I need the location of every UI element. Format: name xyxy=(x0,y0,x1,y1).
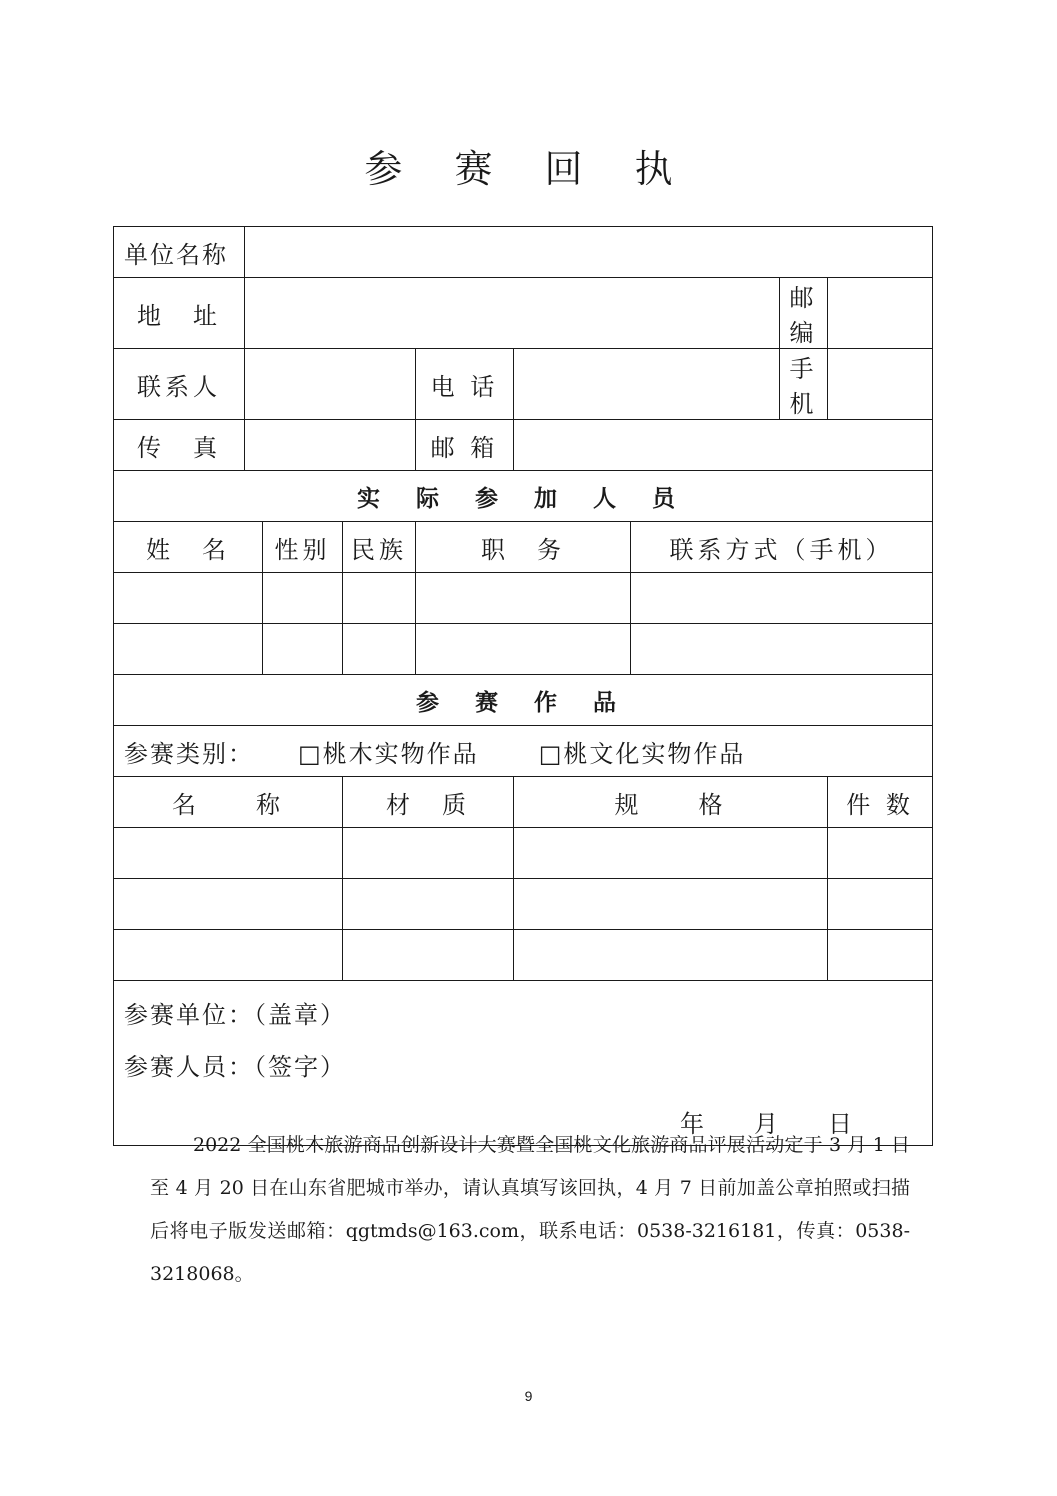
address-row xyxy=(114,278,933,349)
participants-section-title: 实 际 参 加 人 员 xyxy=(114,471,933,522)
work-quantity-field[interactable] xyxy=(828,930,933,981)
page-number: 9 xyxy=(524,1388,533,1404)
unit-name-field[interactable] xyxy=(245,227,933,278)
address-field[interactable] xyxy=(245,278,780,349)
participant-name-field[interactable] xyxy=(114,624,263,675)
mobile-field[interactable] xyxy=(828,349,933,420)
participant-ethnicity-field[interactable] xyxy=(343,624,416,675)
work-row xyxy=(114,879,933,930)
participant-name-header: 姓 名 xyxy=(114,522,263,573)
work-quantity-field[interactable] xyxy=(828,828,933,879)
participant-row xyxy=(114,573,933,624)
participant-gender-field[interactable] xyxy=(263,573,343,624)
participants-section-row xyxy=(114,471,933,522)
email-field[interactable] xyxy=(514,420,933,471)
fax-field[interactable] xyxy=(245,420,416,471)
instructions-paragraph: 2022 全国桃木旅游商品创新设计大赛暨全国桃文化旅游商品评展活动定于 3 月 1 日至 4 月 20 日在山东省肥城市举办，请认真填写该回执，4 月 7 日前加盖公章拍照或扫描后将电子版发送邮箱：qgtmds@163.com，联系电话：0538-3216181，传真：0538-3218068。 xyxy=(150,1134,910,1285)
work-name-field[interactable] xyxy=(114,930,343,981)
postcode-label: 邮 编 xyxy=(780,278,828,349)
participant-signature-label: 参赛人员：（签字） xyxy=(124,1053,346,1081)
work-material-field[interactable] xyxy=(343,930,514,981)
participant-position-field[interactable] xyxy=(416,573,631,624)
fax-label: 传 真 xyxy=(114,420,245,471)
phone-label: 电 话 xyxy=(416,349,514,420)
day-label: 日 xyxy=(828,1110,855,1138)
work-quantity-field[interactable] xyxy=(828,879,933,930)
work-row xyxy=(114,828,933,879)
work-row xyxy=(114,930,933,981)
address-label: 地 址 xyxy=(114,278,245,349)
participant-position-field[interactable] xyxy=(416,624,631,675)
peach-wood-checkbox[interactable]: □桃木实物作品 xyxy=(298,739,479,768)
work-spec-field[interactable] xyxy=(514,930,828,981)
participant-gender-header: 性别 xyxy=(263,522,343,573)
registration-form-table xyxy=(113,226,933,1146)
work-name-field[interactable] xyxy=(114,828,343,879)
year-label: 年 xyxy=(680,1110,707,1138)
work-name-header: 名 称 xyxy=(114,777,343,828)
peach-culture-checkbox[interactable]: □桃文化实物作品 xyxy=(538,739,746,768)
participant-position-header: 职 务 xyxy=(416,522,631,573)
works-section-title: 参 赛 作 品 xyxy=(114,675,933,726)
participant-row xyxy=(114,624,933,675)
works-section-row xyxy=(114,675,933,726)
page-title: 参 赛 回 执 xyxy=(364,147,693,191)
participant-contact-field[interactable] xyxy=(631,573,933,624)
email-label: 邮 箱 xyxy=(416,420,514,471)
work-material-header: 材 质 xyxy=(343,777,514,828)
work-material-field[interactable] xyxy=(343,879,514,930)
month-label: 月 xyxy=(754,1110,781,1138)
contact-row xyxy=(114,349,933,420)
participants-header-row xyxy=(114,522,933,573)
unit-stamp-label: 参赛单位：（盖章） xyxy=(124,1001,346,1029)
works-header-row xyxy=(114,777,933,828)
work-material-field[interactable] xyxy=(343,828,514,879)
unit-name-label: 单位名称 xyxy=(114,227,245,278)
participant-gender-field[interactable] xyxy=(263,624,343,675)
work-name-field[interactable] xyxy=(114,879,343,930)
participant-ethnicity-field[interactable] xyxy=(343,573,416,624)
participant-contact-header: 联系方式（手机） xyxy=(631,522,933,573)
participant-contact-field[interactable] xyxy=(631,624,933,675)
participant-ethnicity-header: 民族 xyxy=(343,522,416,573)
work-spec-field[interactable] xyxy=(514,879,828,930)
contact-field[interactable] xyxy=(245,349,416,420)
fax-row xyxy=(114,420,933,471)
works-category-row xyxy=(114,726,933,777)
work-spec-field[interactable] xyxy=(514,828,828,879)
participant-name-field[interactable] xyxy=(114,573,263,624)
unit-name-row xyxy=(114,227,933,278)
mobile-label: 手 机 xyxy=(780,349,828,420)
phone-field[interactable] xyxy=(514,349,780,420)
postcode-field[interactable] xyxy=(828,278,933,349)
signature-row xyxy=(114,981,933,1146)
work-spec-header: 规 格 xyxy=(514,777,828,828)
work-quantity-header: 件 数 xyxy=(828,777,933,828)
category-label: 参赛类别： xyxy=(124,739,254,768)
works-category-cell xyxy=(114,726,933,777)
contact-label: 联系人 xyxy=(114,349,245,420)
signature-cell[interactable] xyxy=(114,981,933,1146)
